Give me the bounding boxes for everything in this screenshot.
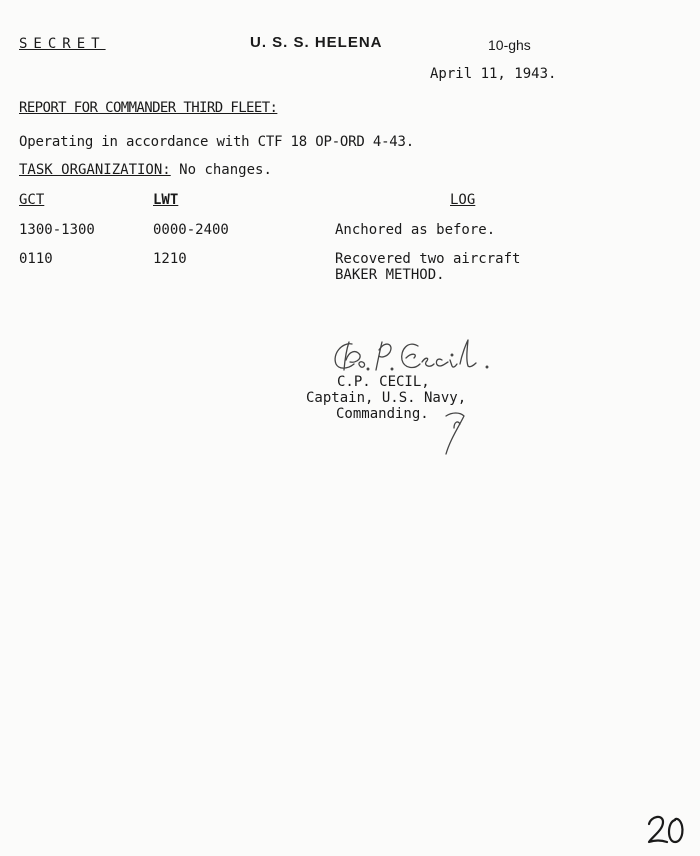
table-cell-gct: 0110 <box>19 251 53 267</box>
reference-code: 10-ghs <box>488 37 531 53</box>
task-organization-label: TASK ORGANIZATION: <box>19 162 171 178</box>
report-date: April 11, 1943. <box>430 66 557 82</box>
log-line: BAKER METHOD. <box>335 267 445 283</box>
operating-statement: Operating in accordance with CTF 18 OP-ORD 4-43. <box>19 134 414 150</box>
signer-rank: Captain, U.S. Navy, <box>306 390 467 406</box>
ship-name: U. S. S. HELENA <box>250 34 383 51</box>
task-organization-line <box>19 162 272 178</box>
signer-role: Commanding. <box>336 406 429 422</box>
table-cell-log <box>335 251 520 283</box>
table-cell-log <box>335 222 495 238</box>
column-header-log: LOG <box>450 192 476 208</box>
log-line: Recovered two aircraft <box>335 251 521 267</box>
log-line: Anchored as before. <box>335 222 496 238</box>
handwritten-page-number <box>645 812 689 848</box>
table-cell-lwt: 1210 <box>153 251 187 267</box>
table-cell-gct: 1300-1300 <box>19 222 95 238</box>
task-organization-value: No changes. <box>179 162 272 178</box>
table-cell-lwt: 0000-2400 <box>153 222 229 238</box>
column-header-gct: GCT <box>19 192 45 208</box>
column-header-lwt: LWT <box>153 192 179 208</box>
classification-label: SECRET <box>19 36 106 52</box>
signer-name: C.P. CECIL, <box>337 374 430 390</box>
report-heading: REPORT FOR COMMANDER THIRD FLEET: <box>19 100 278 116</box>
